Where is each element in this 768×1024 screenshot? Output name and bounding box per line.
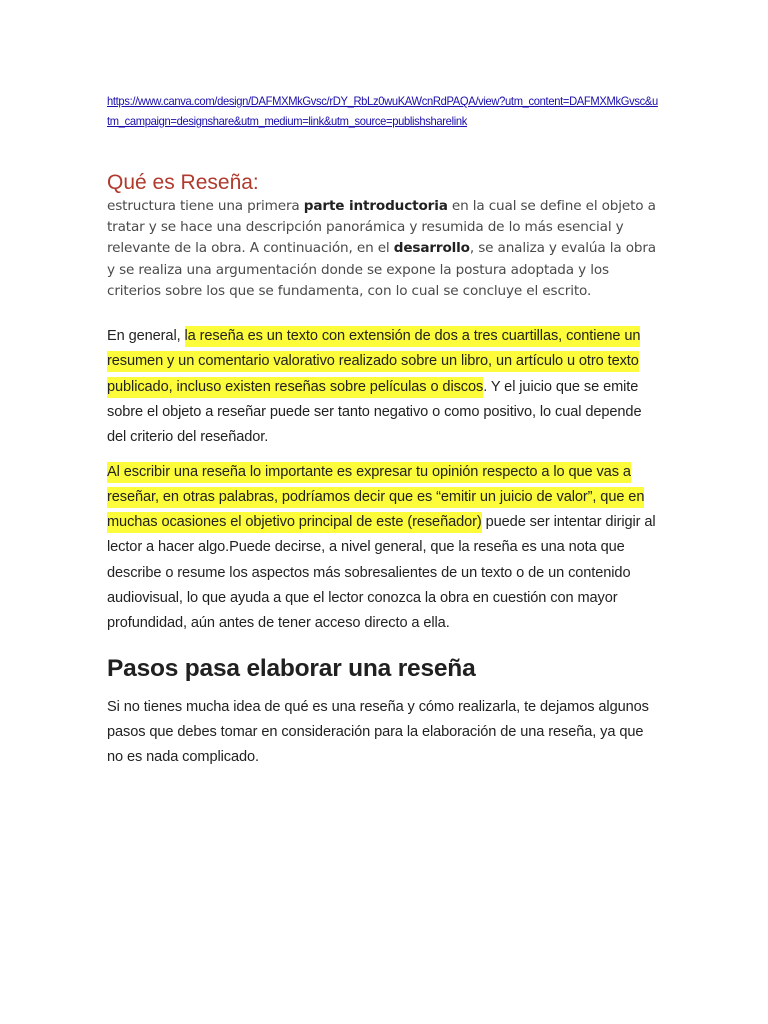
paragraph-rest: puede ser intentar dirigir al lector a hacer algo.Puede decirse, a nivel general, que la reseña es una nota que describe o resume los aspectos más sobresalientes de un texto o de un contenido audiovisual, lo que ayuda a que el lector conozca la obra en cuestión con mayor profundidad, aún antes de tener acceso directo a ella.	[107, 514, 656, 632]
section-heading-que-es-resena: Qué es Reseña:	[107, 171, 259, 194]
intro-text-1: estructura tiene una primera	[107, 198, 304, 214]
intro-bold-parte-introductoria: parte introductoria	[303, 198, 448, 214]
paragraph-lead: En general,	[107, 328, 185, 345]
intro-text-3: , se analiza y evalúa la obra y se realiza una argumentación donde se expone la postura adoptada y los criterios sobre los que se fundamenta, con lo cual se concluye el escrito.	[107, 240, 656, 299]
document-page	[107, 92, 662, 770]
canva-design-link[interactable]: https://www.canva.com/design/DAFMXMkGvsc/rDY_RbLz0wuKAWcnRdPAQA/view?utm_content=DAFMXMkGvsc&utm_campaign=designshare&utm_medium=link&utm_source=publishsharelink	[107, 94, 658, 128]
intro-paragraph	[107, 196, 662, 302]
highlighted-text: Al escribir una reseña lo importante es expresar tu opinión respecto a lo que vas a reseñar, en otras palabras, podríamos decir que es “emitir un juicio de valor”, que en muchas ocasiones el objetivo principal de este (reseñador)	[107, 462, 644, 534]
paragraph-rest: . Y el juicio que se emite sobre el objeto a reseñar puede ser tanto negativo o como positivo, lo cual depende del criterio del reseñador.	[107, 378, 642, 446]
intro-text-2: en la cual se define el objeto a tratar y se hace una descripción panorámica y resumida de lo más esencial y relevante de la obra. A continuación, en el	[107, 198, 656, 257]
paragraph-pasos: Si no tienes mucha idea de qué es una reseña y cómo realizarla, te dejamos algunos pasos que debes tomar en consideración para la elaboración de una reseña, ya que no es nada complicado.	[107, 698, 649, 766]
section-heading-pasos: Pasos pasa elaborar una reseña	[107, 654, 476, 682]
paragraph-en-general	[107, 324, 662, 450]
highlighted-text: la reseña es un texto con extensión de dos a tres cuartillas, contiene un resumen y un comentario valorativo realizado sobre un libro, un artículo u otro texto publicado, incluso existen reseñas sobre películas o discos	[107, 326, 640, 398]
intro-bold-desarrollo: desarrollo	[393, 240, 470, 257]
paragraph-al-escribir	[107, 460, 662, 637]
